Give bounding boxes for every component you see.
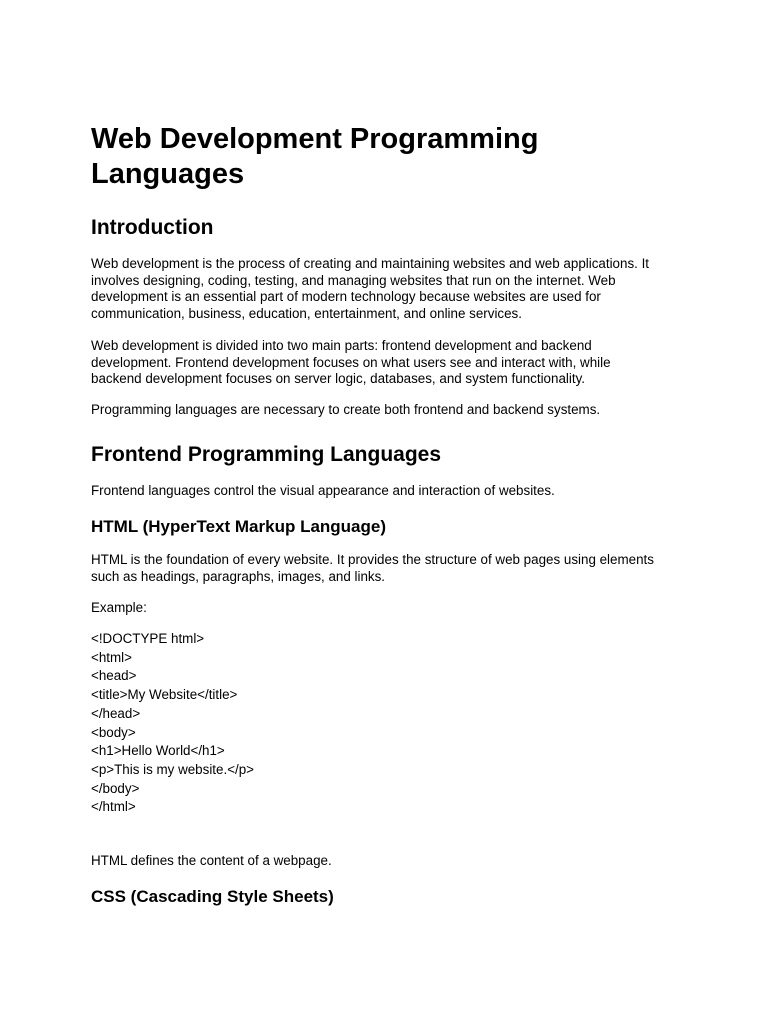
intro-paragraph-2 — [91, 338, 691, 388]
text-line: communication, business, education, entertainment, and online services. — [91, 305, 522, 321]
code-line: <head> — [91, 668, 137, 684]
code-line: <!DOCTYPE html> — [91, 631, 205, 646]
code-line: <html> — [91, 649, 132, 665]
text-line: Web development is divided into two main parts: frontend development and backend — [91, 338, 592, 353]
document-title — [91, 122, 651, 192]
title-line-2: Languages — [91, 158, 245, 190]
text-line: such as headings, paragraphs, images, and links. — [91, 568, 386, 584]
heading-introduction: Introduction — [91, 216, 214, 239]
text-line: involves designing, coding, testing, and managing websites that run on the internet. Web — [91, 272, 616, 288]
code-line: </html> — [91, 799, 136, 815]
html-paragraph — [91, 552, 691, 585]
text-line: HTML is the foundation of every website. It provides the structure of web pages using elements — [91, 552, 654, 567]
heading-css: CSS (Cascading Style Sheets) — [91, 887, 334, 906]
code-line: <body> — [91, 724, 136, 740]
code-line: <p>This is my website.</p> — [91, 761, 254, 777]
example-label: Example: — [91, 600, 147, 615]
text-line: development is an essential part of modern technology because websites are used for — [91, 289, 601, 304]
heading-html: HTML (HyperText Markup Language) — [91, 517, 387, 536]
text-line: development. Frontend development focuses on what users see and interact with, while — [91, 354, 611, 370]
intro-paragraph-1 — [91, 256, 691, 322]
title-line-1: Web Development Programming — [91, 123, 539, 155]
html-closing-paragraph: HTML defines the content of a webpage. — [91, 853, 332, 868]
text-line: Web development is the process of creating and maintaining websites and web applications. It — [91, 256, 650, 271]
code-line: </body> — [91, 780, 140, 796]
code-line: </head> — [91, 705, 141, 721]
intro-paragraph-3: Programming languages are necessary to create both frontend and backend systems. — [91, 402, 601, 417]
html-code-example — [91, 630, 254, 817]
heading-frontend-languages: Frontend Programming Languages — [91, 443, 442, 466]
code-line: <title>My Website</title> — [91, 687, 238, 703]
frontend-paragraph: Frontend languages control the visual appearance and interaction of websites. — [91, 483, 555, 498]
text-line: backend development focuses on server logic, databases, and system functionality. — [91, 371, 585, 386]
code-line: <h1>Hello World</h1> — [91, 743, 225, 759]
